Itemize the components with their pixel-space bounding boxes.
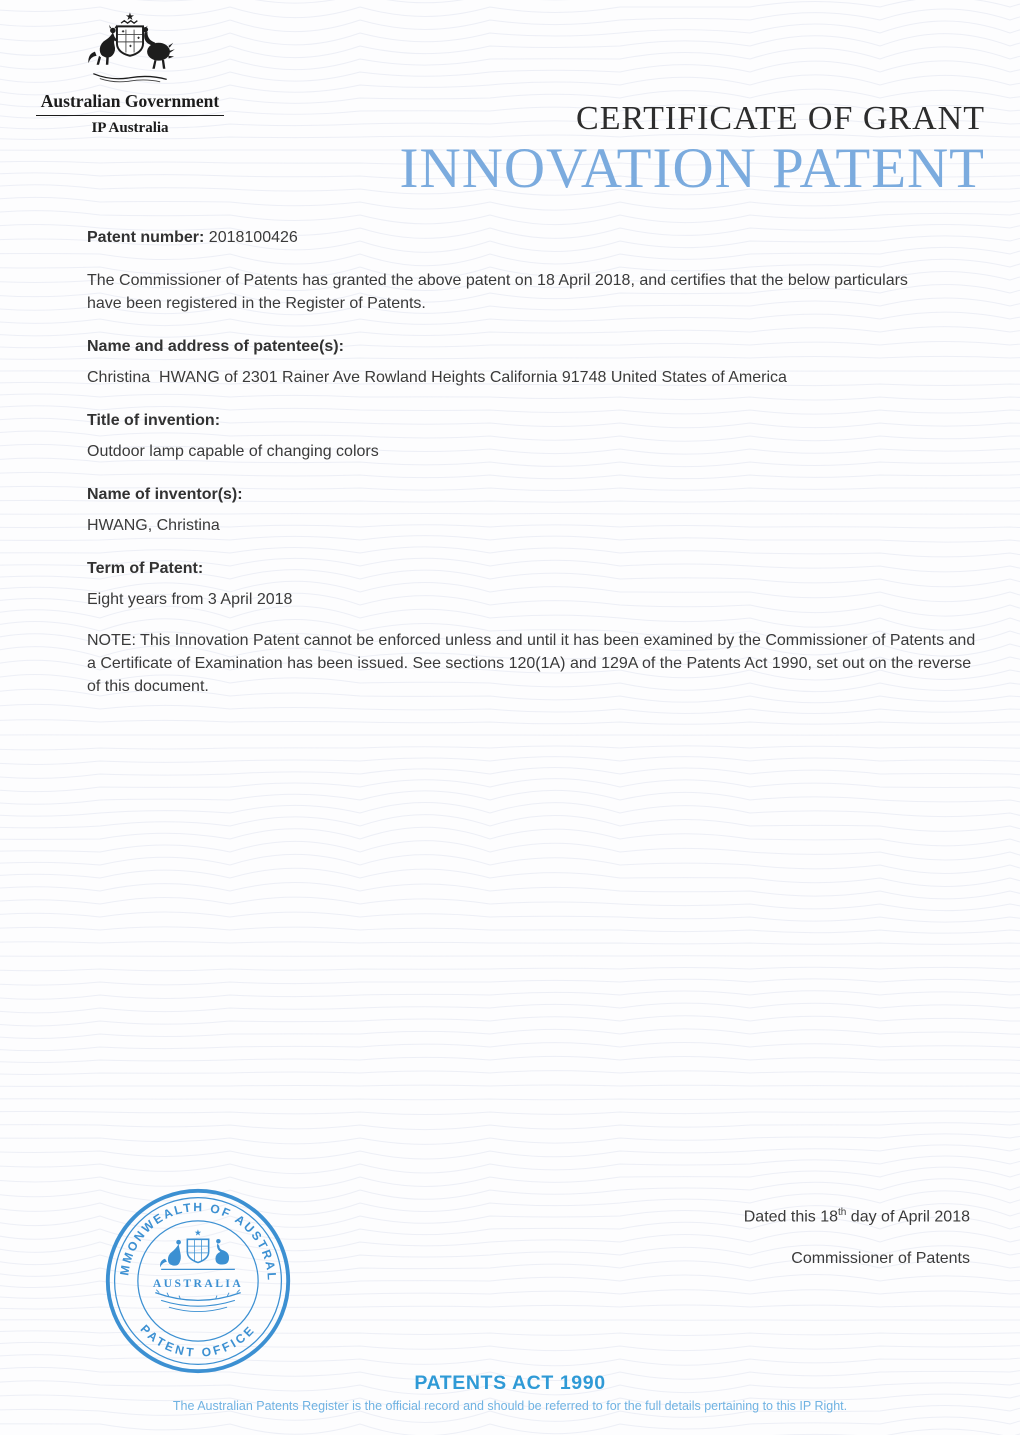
invention-title-value: Outdoor lamp capable of changing colors xyxy=(87,443,379,460)
patent-number-label: Patent number: xyxy=(87,229,205,246)
government-name: Australian Government xyxy=(40,91,220,111)
dated-suffix: day of April 2018 xyxy=(846,1208,970,1226)
dated-line xyxy=(744,1207,970,1226)
signatory-title: Commissioner of Patents xyxy=(791,1250,970,1268)
emu-icon xyxy=(143,26,175,69)
certificate-body xyxy=(87,226,977,698)
kangaroo-icon xyxy=(88,25,117,65)
patentee-label: Name and address of patentee(s): xyxy=(87,338,344,355)
signature-block xyxy=(744,1207,970,1268)
dated-prefix: Dated this 18 xyxy=(743,1208,839,1226)
patent-number-value: 2018100426 xyxy=(208,229,298,246)
seal-bottom-text: PATENT OFFICE xyxy=(137,1321,259,1360)
footer xyxy=(0,1372,1020,1413)
seal-wreath-icon xyxy=(155,1290,240,1312)
patents-act-title: PATENTS ACT 1990 xyxy=(414,1372,606,1394)
patent-office-seal xyxy=(101,1184,295,1378)
inventor-value: HWANG, Christina xyxy=(87,517,220,534)
invention-title-label: Title of invention: xyxy=(87,412,221,429)
seal-center-text: AUSTRALIA xyxy=(152,1276,244,1290)
svg-text:COMMONWEALTH OF AUSTRALIA xyxy=(101,1184,279,1282)
inventor-label: Name of inventor(s): xyxy=(87,486,243,503)
shield-icon xyxy=(117,26,143,55)
grant-statement: The Commissioner of Patents has granted the above patent on 18 April 2018, and certifies that the below particulars have been registered in the Register of Patents. xyxy=(87,272,908,312)
certificate-of-grant-title: CERTIFICATE OF GRANT xyxy=(576,100,985,137)
australian-coat-of-arms-icon xyxy=(77,8,183,88)
dated-ordinal: th xyxy=(838,1207,847,1218)
term-label: Term of Patent: xyxy=(87,560,204,577)
patentee-value: Christina HWANG of 2301 Rainer Ave Rowland Heights California 91748 United States of America xyxy=(87,369,787,386)
innovation-patent-title: INNOVATION PATENT xyxy=(399,137,985,201)
crest-star-icon: ★ xyxy=(125,10,135,23)
patent-number-row xyxy=(87,226,977,249)
seal-stamp-icon xyxy=(101,1184,295,1378)
header-divider xyxy=(36,115,224,116)
term-value: Eight years from 3 April 2018 xyxy=(87,591,293,608)
register-note: The Australian Patents Register is the official record and should be referred to for the full details pertaining to this IP Right. xyxy=(172,1399,848,1413)
examination-note: NOTE: This Innovation Patent cannot be enforced unless and until it has been examined by the Commissioner of Patents and a Certificate of Examination has been issued. See sections 120(1A) and 129A of the Patents Act 1990, set out on the reverse of this document. xyxy=(87,632,976,695)
certificate-title xyxy=(399,100,985,201)
seal-top-text: MMONWEALTH OF AUSTRAL xyxy=(117,1200,279,1283)
agency-name: IP Australia xyxy=(91,120,169,136)
seal-coat-of-arms-icon xyxy=(160,1227,235,1269)
svg-text:★: ★ xyxy=(194,1227,202,1238)
government-header xyxy=(34,8,226,137)
